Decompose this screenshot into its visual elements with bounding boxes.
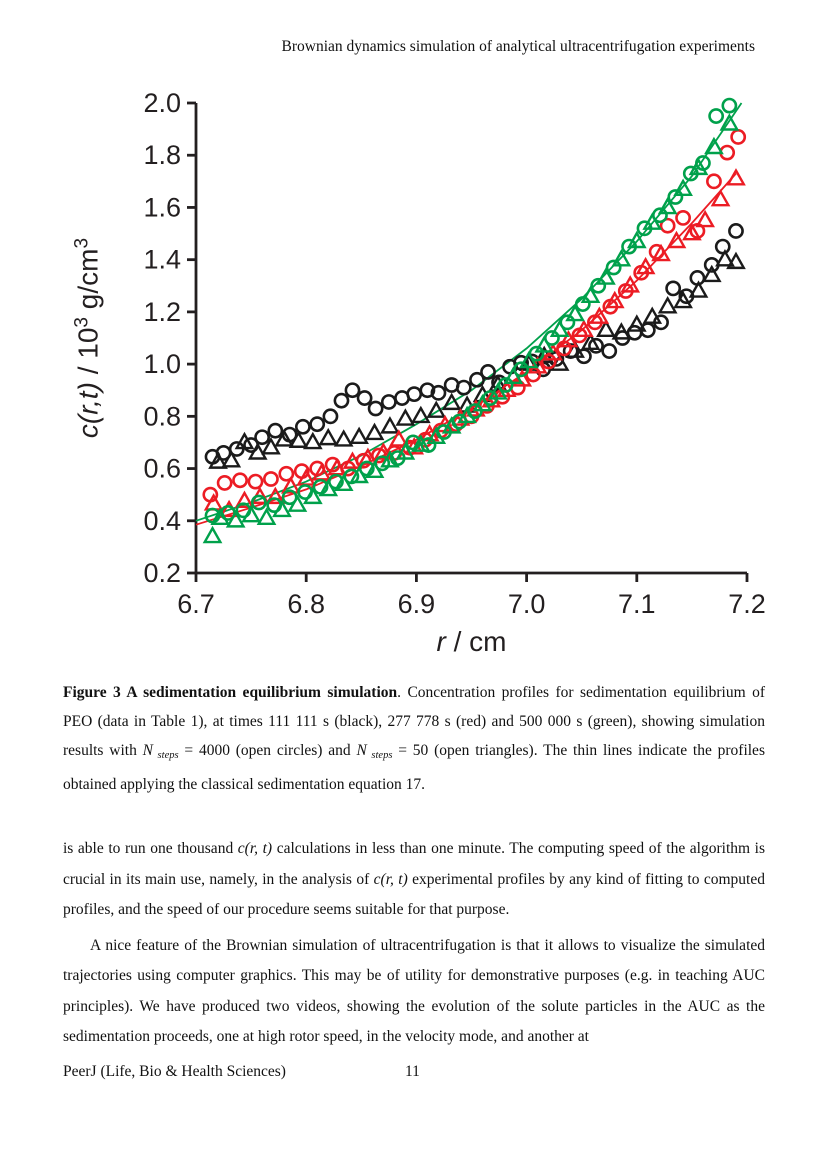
body-text (63, 834, 765, 1054)
data-point-circle (676, 211, 689, 224)
x-tick-label: 6.8 (287, 589, 325, 619)
data-point-triangle (413, 408, 429, 422)
data-point-circle (369, 402, 382, 415)
data-point-circle (218, 476, 231, 489)
data-point-circle (311, 418, 324, 431)
x-tick-label: 7.0 (507, 589, 546, 619)
data-point-triangle (691, 283, 707, 297)
data-point-circle (256, 431, 269, 444)
data-point-circle (382, 395, 395, 408)
figure-caption: Figure 3 A sedimentation equilibrium simulation. Concentration profiles for sedimentation equilibrium of PEO (data in Table 1), at times 111 111 s (black), 277 778 s (red) and 500 000 s (green), showing simulation results with N steps = 4000 (open circles) and N steps = 50 (open triangles). The thin lines indicate the profiles obtained applying the classical sedimentation equation 17. (63, 684, 765, 793)
data-point-triangle (567, 306, 583, 320)
data-point-circle (269, 424, 282, 437)
data-point-circle (358, 391, 371, 404)
data-point-triangle (305, 434, 321, 448)
y-tick-label: 2.0 (143, 88, 181, 118)
data-point-triangle (367, 425, 383, 439)
body-paragraph-1: is able to run one thousand c(r, t) calculations in less than one minute. The computing speed of the algorithm is crucial in its main use, namely, in the analysis of c(r, t) experimental profiles by any kind of fitting to computed profiles, and the speed of our procedure seems suitable for that purpose. (63, 840, 765, 918)
data-point-triangle (382, 419, 398, 433)
running-head: Brownian dynamics simulation of analytical ultracentrifugation experiments (281, 38, 755, 55)
data-point-circle (603, 344, 616, 357)
data-point-circle (716, 240, 729, 253)
data-point-triangle (428, 403, 444, 417)
data-point-triangle (728, 171, 744, 185)
x-axis-title: r / cm (436, 626, 507, 657)
data-point-triangle (205, 528, 221, 542)
y-tick-label: 0.8 (143, 401, 181, 432)
data-point-triangle (660, 298, 676, 312)
data-point-triangle (598, 270, 614, 284)
y-tick-label: 1.8 (143, 140, 181, 171)
data-point-circle (408, 388, 421, 401)
data-point-circle (707, 175, 720, 188)
data-point-circle (233, 474, 246, 487)
data-point-triangle (629, 317, 645, 331)
data-point-triangle (706, 139, 722, 153)
data-point-circle (667, 282, 680, 295)
x-tick-label: 6.7 (177, 589, 215, 619)
data-point-circle (335, 394, 348, 407)
data-point-triangle (391, 432, 407, 446)
data-point-circle (732, 130, 745, 143)
y-tick-label: 1.2 (143, 296, 181, 327)
data-point-circle (723, 99, 736, 112)
data-point-circle (346, 384, 359, 397)
y-tick-label: 0.6 (143, 453, 181, 484)
data-point-circle (324, 410, 337, 423)
data-point-triangle (398, 411, 414, 425)
y-tick-label: 1.4 (143, 244, 181, 275)
y-tick-label: 0.2 (143, 558, 181, 588)
page-number: 11 (405, 1063, 420, 1080)
data-point-triangle (320, 430, 336, 444)
y-axis-title: $c(r,t) / 10^3$ $g/cm^3$ (71, 237, 104, 439)
page-footer (63, 1063, 765, 1081)
y-tick-label: 0.4 (143, 505, 181, 536)
y-tick-label: 1.6 (143, 192, 181, 223)
data-point-triangle (722, 116, 738, 130)
data-point-circle (249, 475, 262, 488)
y-tick-label: 1.0 (143, 349, 181, 380)
x-tick-label: 7.2 (728, 589, 766, 619)
body-paragraph-2: A nice feature of the Brownian simulation of ultracentrifugation is that it allows to visualize the simulated trajectories using computer graphics. This may be of utility for demonstrative purposes (e.g. in teaching AUC principles). We have produced two videos, showing the evolution of the solute particles in the AUC as the sedimentation proceeds, one at high rotor speed, in the velocity mode, and another at (63, 936, 765, 1045)
data-point-triangle (206, 496, 222, 510)
data-point-circle (264, 472, 277, 485)
data-point-circle (710, 109, 723, 122)
journal-name: PeerJ (Life, Bio & Health Sciences) (63, 1063, 286, 1080)
data-point-triangle (305, 489, 321, 503)
x-tick-label: 7.1 (618, 589, 656, 619)
x-tick-label: 6.9 (397, 589, 436, 619)
theory-line (196, 174, 736, 525)
data-point-triangle (351, 429, 367, 443)
data-point-circle (729, 224, 742, 237)
data-point-circle (457, 381, 470, 394)
data-point-triangle (675, 293, 691, 307)
data-point-triangle (336, 432, 352, 446)
